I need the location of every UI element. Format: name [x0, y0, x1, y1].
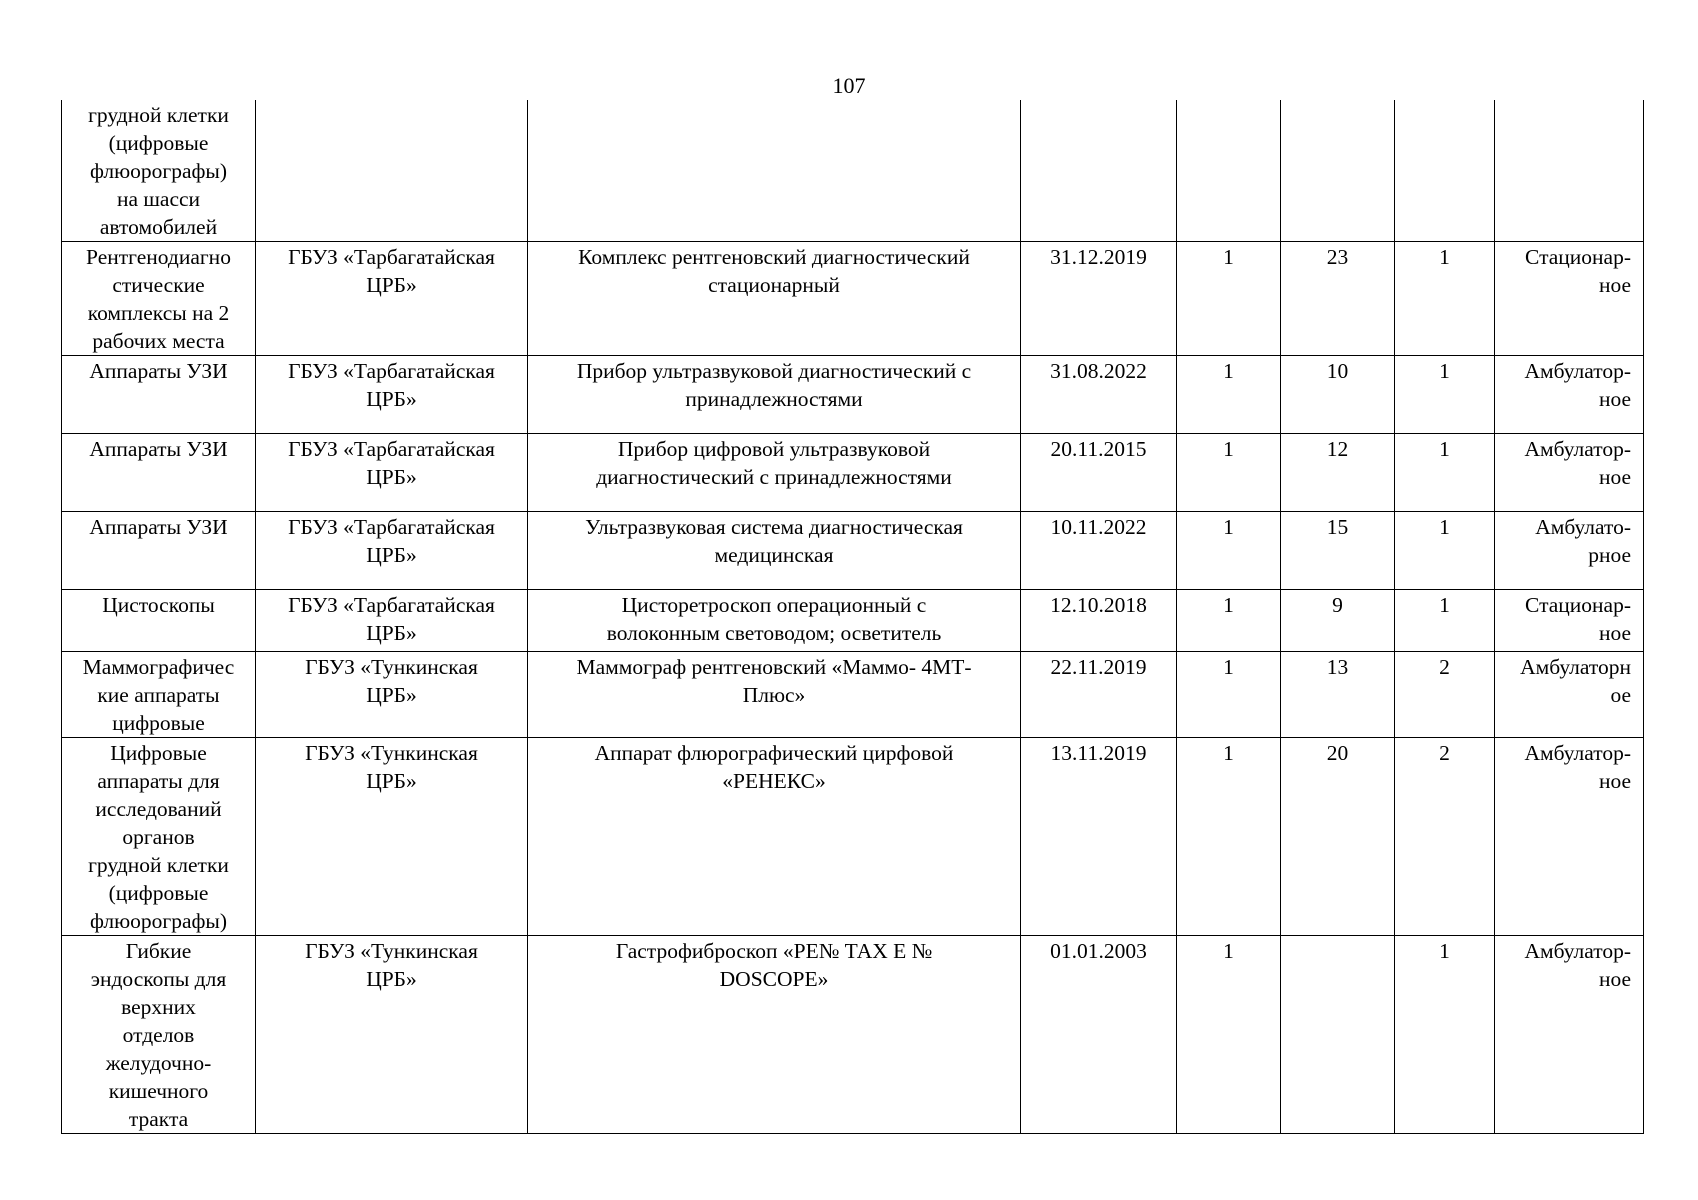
shift-cell: 2 [1395, 652, 1495, 738]
org-cell: ГБУЗ «Тарбагатайская ЦРБ» [256, 590, 528, 652]
category-cell: Рентгенодиагно стические комплексы на 2 рабочих места [62, 242, 256, 356]
org-cell: ГБУЗ «Тарбагатайская ЦРБ» [256, 242, 528, 356]
category-cell: Гибкие эндоскопы для верхних отделов желудочно- кишечного тракта [62, 936, 256, 1134]
date-cell: 01.01.2003 [1021, 936, 1177, 1134]
org-cell: ГБУЗ «Тарбагатайская ЦРБ» [256, 434, 528, 512]
table-row [62, 100, 1644, 242]
usage-type-cell: Стационар- ное [1495, 242, 1644, 356]
age-cell: 15 [1281, 512, 1395, 590]
usage-type-cell: Амбулатор- ное [1495, 356, 1644, 434]
shift-cell: 1 [1395, 936, 1495, 1134]
age-cell: 20 [1281, 738, 1395, 936]
device-cell: Ультразвуковая система диагностическая медицинская [528, 512, 1021, 590]
org-cell: ГБУЗ «Тункинская ЦРБ» [256, 738, 528, 936]
count-cell: 1 [1177, 242, 1281, 356]
count-cell: 1 [1177, 936, 1281, 1134]
shift-cell: 1 [1395, 512, 1495, 590]
date-cell: 10.11.2022 [1021, 512, 1177, 590]
date-cell [1021, 100, 1177, 242]
age-cell: 23 [1281, 242, 1395, 356]
category-cell: грудной клетки (цифровые флюорографы) на шасси автомобилей [62, 100, 256, 242]
age-cell: 10 [1281, 356, 1395, 434]
category-cell: Цистоскопы [62, 590, 256, 652]
date-cell: 31.12.2019 [1021, 242, 1177, 356]
count-cell: 1 [1177, 738, 1281, 936]
device-cell: Маммограф рентгеновский «Маммо- 4МТ- Плюс» [528, 652, 1021, 738]
category-cell: Аппараты УЗИ [62, 434, 256, 512]
usage-type-cell: Амбулато- рное [1495, 512, 1644, 590]
count-cell: 1 [1177, 652, 1281, 738]
table-row [62, 434, 1644, 512]
count-cell: 1 [1177, 590, 1281, 652]
category-cell: Аппараты УЗИ [62, 356, 256, 434]
usage-type-cell: Амбулатор- ное [1495, 434, 1644, 512]
table-row [62, 512, 1644, 590]
table-row [62, 356, 1644, 434]
age-cell [1281, 100, 1395, 242]
date-cell: 13.11.2019 [1021, 738, 1177, 936]
age-cell: 12 [1281, 434, 1395, 512]
age-cell: 13 [1281, 652, 1395, 738]
table-body [62, 100, 1644, 1134]
date-cell: 22.11.2019 [1021, 652, 1177, 738]
shift-cell: 1 [1395, 242, 1495, 356]
org-cell: ГБУЗ «Тарбагатайская ЦРБ» [256, 356, 528, 434]
org-cell: ГБУЗ «Тункинская ЦРБ» [256, 936, 528, 1134]
device-cell: Прибор ультразвуковой диагностический с принадлежностями [528, 356, 1021, 434]
age-cell: 9 [1281, 590, 1395, 652]
category-cell: Аппараты УЗИ [62, 512, 256, 590]
age-cell [1281, 936, 1395, 1134]
count-cell [1177, 100, 1281, 242]
category-cell: Цифровые аппараты для исследований органов грудной клетки (цифровые флюорографы) [62, 738, 256, 936]
equipment-table [61, 100, 1644, 1134]
date-cell: 12.10.2018 [1021, 590, 1177, 652]
device-cell: Цисторетроскоп операционный с волоконным световодом; осветитель [528, 590, 1021, 652]
org-cell: ГБУЗ «Тункинская ЦРБ» [256, 652, 528, 738]
shift-cell: 2 [1395, 738, 1495, 936]
org-cell [256, 100, 528, 242]
shift-cell: 1 [1395, 590, 1495, 652]
usage-type-cell: Амбулатор- ное [1495, 738, 1644, 936]
table-row [62, 936, 1644, 1134]
usage-type-cell: Амбулатор- ное [1495, 936, 1644, 1134]
date-cell: 20.11.2015 [1021, 434, 1177, 512]
usage-type-cell [1495, 100, 1644, 242]
device-cell: Гастрофиброскоп «РЕ№ ТАХ Е № DOSCOPE» [528, 936, 1021, 1134]
org-cell: ГБУЗ «Тарбагатайская ЦРБ» [256, 512, 528, 590]
shift-cell: 1 [1395, 434, 1495, 512]
page-number: 107 [832, 73, 866, 98]
shift-cell [1395, 100, 1495, 242]
category-cell: Маммографичес кие аппараты цифровые [62, 652, 256, 738]
usage-type-cell: Стационар- ное [1495, 590, 1644, 652]
device-cell: Аппарат флюрографический цирфовой «РЕНЕКС» [528, 738, 1021, 936]
device-cell: Комплекс рентгеновский диагностический стационарный [528, 242, 1021, 356]
table-row [62, 652, 1644, 738]
usage-type-cell: Амбулаторн ое [1495, 652, 1644, 738]
count-cell: 1 [1177, 512, 1281, 590]
device-cell [528, 100, 1021, 242]
shift-cell: 1 [1395, 356, 1495, 434]
table-row [62, 242, 1644, 356]
table-row [62, 590, 1644, 652]
device-cell: Прибор цифровой ультразвуковой диагностический с принадлежностями [528, 434, 1021, 512]
count-cell: 1 [1177, 356, 1281, 434]
table-row [62, 738, 1644, 936]
count-cell: 1 [1177, 434, 1281, 512]
date-cell: 31.08.2022 [1021, 356, 1177, 434]
